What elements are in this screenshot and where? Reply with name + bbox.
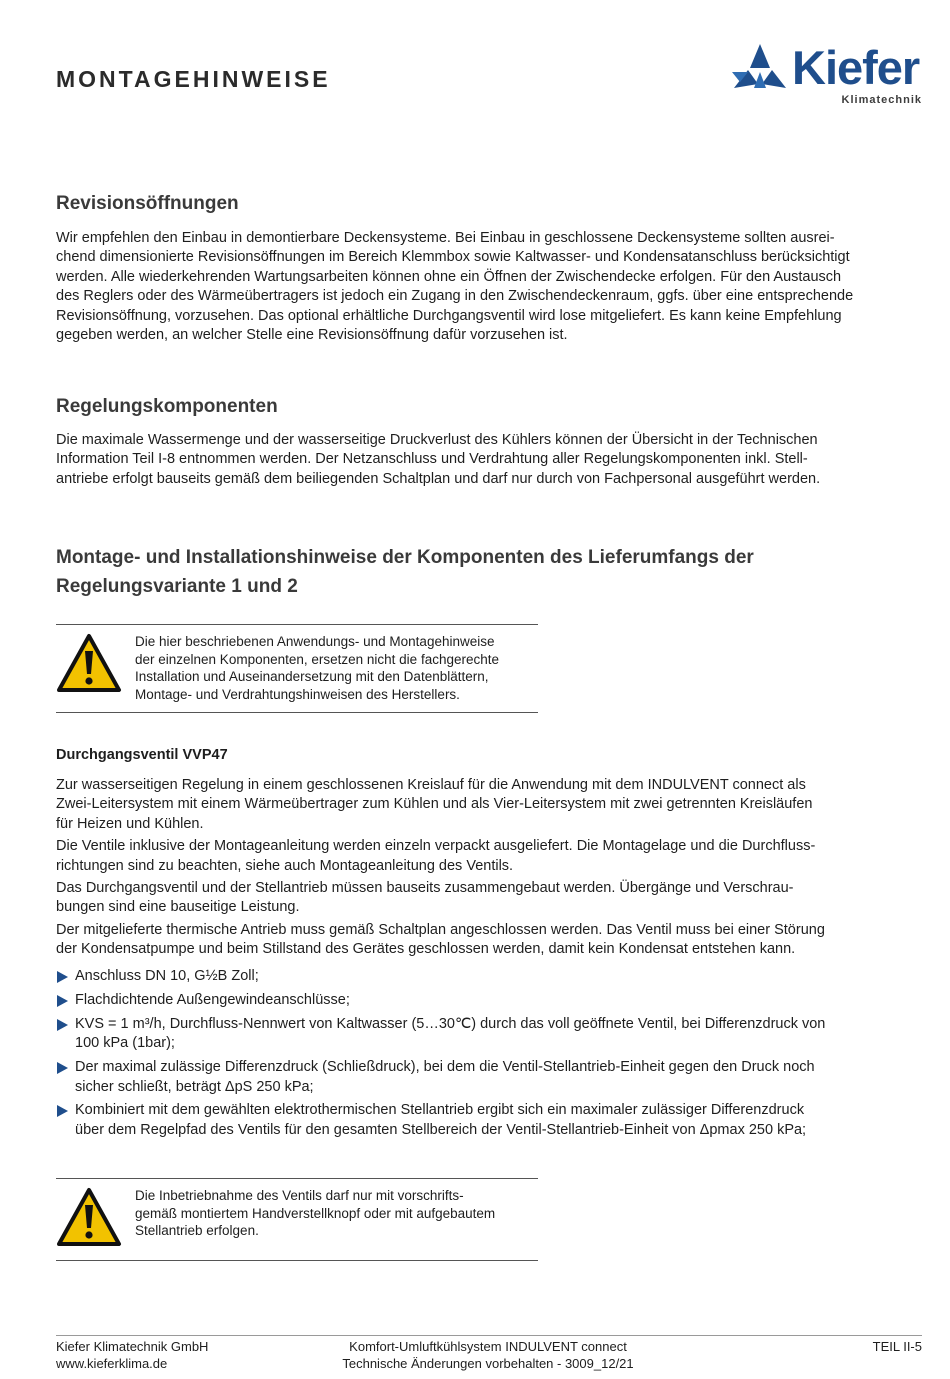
- section-title-regelungskomponenten: Regelungskomponenten: [56, 396, 278, 417]
- text-line: antriebe erfolgt bauseits gemäß dem beiliegenden Schaltplan und darf nur durch von Fachpersonal ausgeführt werden.: [56, 470, 821, 487]
- warning-line: Stellantrieb erfolgen.: [135, 1223, 259, 1239]
- list-item: [56, 991, 896, 1010]
- list-item-line: sicher schließt, beträgt ΔpS 250 kPa;: [75, 1078, 314, 1095]
- text-line: Zur wasserseitigen Regelung in einem geschlossenen Kreislauf für die Anwendung mit dem INDULVENT connect als: [56, 777, 806, 793]
- text-line: Die Ventile inklusive der Montageanleitung werden einzeln verpackt ausgeliefert. Die Montagelage und die Durchfluss-: [56, 838, 816, 855]
- warning-line: gemäß montiertem Handverstellknopf oder mit aufgebautem: [135, 1205, 496, 1221]
- warning-box: [56, 1178, 538, 1261]
- bullet-arrow-icon: [57, 1105, 68, 1117]
- text-line: werden. Alle wiederkehrenden Wartungsarbeiten können ohne ein Öffnen der Zwischendecke erfolgen. Für den Austausch: [56, 268, 842, 285]
- warning-line: Die Inbetriebnahme des Ventils darf nur mit vorschrifts-: [135, 1188, 464, 1203]
- subsection-title-durchgangsventil: Durchgangsventil VVP47: [56, 747, 228, 763]
- section-title-line: Regelungsvariante 1 und 2: [56, 576, 298, 597]
- list-item: [56, 1101, 896, 1140]
- list-item: [56, 1058, 896, 1097]
- list-item: [56, 967, 896, 986]
- text-line: für Heizen und Kühlen.: [56, 815, 204, 832]
- paragraph: [56, 921, 896, 960]
- warning-line: Die hier beschriebenen Anwendungs- und Montagehinweise: [135, 634, 495, 649]
- list-item-line: Flachdichtende Außengewindeanschlüsse;: [75, 991, 350, 1008]
- bullet-arrow-icon: [57, 1019, 68, 1031]
- text-line: Der mitgelieferte thermische Antrieb muss gemäß Schaltplan angeschlossen werden. Das Ventil muss bei einer Störung: [56, 921, 825, 938]
- text-line: bungen sind eine bauseitige Leistung.: [56, 899, 300, 916]
- footer-company: Kiefer Klimatechnik GmbH: [56, 1339, 209, 1354]
- footer-divider: [56, 1335, 922, 1336]
- text-line: chend dimensionierte Revisionsöffnungen im Bereich Klemmbox sowie Kaltwasser- und Kondensatanschluss berücksichtigt: [56, 249, 850, 266]
- footer-product: Komfort-Umluftkühlsystem INDULVENT connect: [349, 1339, 627, 1354]
- valve-spec-list: [56, 967, 896, 1145]
- paragraph: [56, 879, 896, 918]
- text-line: Wir empfehlen den Einbau in demontierbare Deckensysteme. Bei Einbau in geschlossene Deckensysteme sollten ausrei-: [56, 230, 835, 246]
- warning-text: [135, 633, 499, 703]
- kiefer-logo-mark-icon: [728, 42, 790, 92]
- list-item-line: über dem Regelpfad des Ventils für den gesamten Stellbereich der Ventil-Stellantrieb-Einheit von Δpmax 250 kPa;: [75, 1121, 807, 1138]
- footer-center: [288, 1339, 688, 1372]
- text-line: gegeben werden, an welcher Stelle eine Revisionsöffnung dafür vorzusehen ist.: [56, 327, 568, 344]
- bullet-arrow-icon: [57, 1062, 68, 1074]
- valve-paragraphs: [56, 776, 896, 963]
- list-item-line: 100 kPa (1bar);: [75, 1035, 175, 1052]
- list-item: [56, 1015, 896, 1054]
- warning-line: Montage- und Verdrahtungshinweisen des Herstellers.: [135, 686, 460, 702]
- list-item-line: KVS = 1 m³/h, Durchfluss-Nennwert von Kaltwasser (5…30℃) durch das voll geöffnete Ventil, bei Differenzdruck von: [75, 1015, 826, 1032]
- warning-box: [56, 624, 538, 713]
- text-line: Revisionsöffnung, vorzusehen. Das optional erhältliche Durchgangsventil wird lose mitgeliefert. Es kann keine Empfehlung: [56, 307, 842, 324]
- warning-triangle-icon: [56, 1187, 122, 1247]
- warning-text: [135, 1187, 495, 1240]
- text-line: Das Durchgangsventil und der Stellantrieb müssen bauseits zusammengebaut werden. Übergänge und Verschrau-: [56, 880, 794, 897]
- warning-triangle-icon: [56, 633, 122, 693]
- logo-wordmark: Kiefer: [792, 41, 920, 94]
- section-body-regelungskomponenten: [56, 431, 896, 489]
- text-line: Zwei-Leitersystem mit einem Wärmeübertrager zum Kühlen und als Vier-Leitersystem mit zwei getrennten Kreisläufen: [56, 796, 813, 813]
- text-line: richtungen sind zu beachten, siehe auch Montageanleitung des Ventils.: [56, 857, 514, 874]
- warning-line: Installation und Auseinandersetzung mit den Datenblättern,: [135, 669, 489, 685]
- paragraph: [56, 837, 896, 876]
- text-line: des Reglers oder des Wärmeübertragers ist jedoch ein Zugang in den Zwischendeckenraum, ggfs. über eine entsprechende: [56, 288, 854, 305]
- text-line: Information Teil I-8 entnommen werden. Der Netzanschluss und Verdrahtung aller Regelungskomponenten inkl. Stell-: [56, 451, 808, 468]
- kiefer-logo: [728, 42, 928, 112]
- footer-note: Technische Änderungen vorbehalten - 3009_12/21: [342, 1355, 634, 1371]
- page-number: TEIL II-5: [872, 1339, 922, 1354]
- list-item-line: Kombiniert mit dem gewählten elektrothermischen Stellantrieb ergibt sich ein maximaler zulässiger Differenzdruck: [75, 1102, 805, 1119]
- list-item-line: Anschluss DN 10, G½B Zoll;: [75, 968, 259, 984]
- footer-website[interactable]: www.kieferklima.de: [56, 1355, 168, 1371]
- logo-subtitle: Klimatechnik: [841, 94, 922, 106]
- list-item-line: Der maximal zulässige Differenzdruck (Schließdruck), bei dem die Ventil-Stellantrieb-Einheit gegen den Druck noch: [75, 1059, 815, 1076]
- bullet-arrow-icon: [57, 995, 68, 1007]
- section-title-montagehinweise: [56, 543, 754, 601]
- page-header-title: MONTAGEHINWEISE: [56, 66, 331, 92]
- bullet-arrow-icon: [57, 971, 68, 983]
- footer-left: [56, 1339, 208, 1372]
- footer-right: [873, 1339, 922, 1356]
- text-line: Die maximale Wassermenge und der wasserseitige Druckverlust des Kühlers können der Übersicht in der Technischen: [56, 432, 818, 448]
- section-title-line: Montage- und Installationshinweise der Komponenten des Lieferumfangs der: [56, 547, 754, 568]
- paragraph: [56, 776, 896, 834]
- text-line: der Kondensatpumpe und beim Stillstand des Gerätes geschlossen werden, damit kein Kondensat entstehen kann.: [56, 941, 796, 958]
- section-body-revisionsoeffnungen: [56, 229, 896, 345]
- warning-line: der einzelnen Komponenten, ersetzen nicht die fachgerechte: [135, 651, 499, 667]
- section-title-revisionsoeffnungen: Revisionsöffnungen: [56, 193, 239, 214]
